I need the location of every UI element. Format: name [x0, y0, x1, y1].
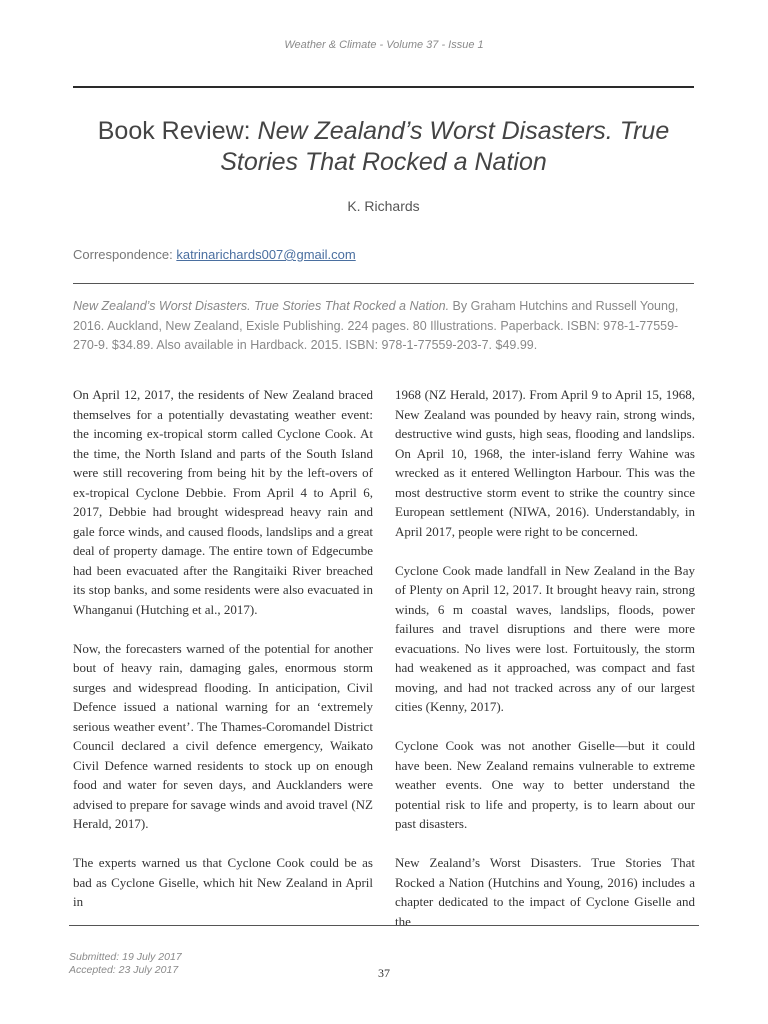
title-book-name: New Zealand’s Worst Disasters. True Stories That Rocked a Nation — [220, 117, 670, 176]
body-paragraph: 1968 (NZ Herald, 2017). From April 9 to April 15, 1968, New Zealand was pounded by heavy rain, strong winds, destructive wind gusts, high seas, flooding and landslips. On April 10, 1968, the inter-island ferry Wahine was wrecked as it entered Wellington Harbour. This was the most destructive storm event to strike the country since European settlement (NIWA, 2016). Understandably, in April 2017, people were right to be concerned. — [395, 387, 695, 539]
author-name: K. Richards — [347, 198, 420, 214]
citation-details: By Graham Hutchins and Russell Young, 2016. Auckland, New Zealand, Exisle Publishing. 224 pages. 80 Illustrations. Paperback. ISBN: 978-1-77559-270-9. $34.89. Also available in Hardback. 2015. ISBN: 978-1-77559-203-7. $49.99. — [73, 299, 679, 352]
body-paragraph: On April 12, 2017, the residents of New Zealand braced themselves for a potentially devastating weather event: the incoming ex-tropical storm called Cyclone Cook. At the time, the North Island and parts of the South Island were still recovering from being hit by the left-overs of ex-tropical Cyclone Debbie. From April 4 to April 6, 2017, Debbie had brought widespread heavy rain and gale force winds, and caused floods, landslips and a great deal of property damage. The entire town of Edgecumbe had been evacuated after the Rangitaiki River breached its stop banks, and some residents were also evacuated in Whanganui (Hutching et al., 2017). — [73, 387, 373, 617]
correspondence — [73, 247, 356, 262]
citation-divider — [73, 283, 694, 284]
body-paragraph: The experts warned us that Cyclone Cook could be as bad as Cyclone Giselle, which hit New Zealand in April in — [73, 855, 373, 909]
running-header: Weather & Climate - Volume 37 - Issue 1 — [284, 39, 484, 51]
citation-book-title: New Zealand’s Worst Disasters. True Stories That Rocked a Nation. — [73, 299, 450, 313]
title-prefix: Book Review: — [97, 117, 258, 145]
body-paragraph: Cyclone Cook was not another Giselle—but it could have been. New Zealand remains vulnerable to extreme weather events. One way to better understand the potential risk to life and property, is to learn about our past disasters. — [395, 738, 695, 831]
correspondence-label: Correspondence: — [73, 247, 177, 262]
body-column-right — [395, 385, 695, 951]
article-title — [73, 116, 694, 178]
correspondence-email-link[interactable]: katrinarichards007@gmail.com — [176, 247, 356, 262]
footer-divider — [69, 925, 699, 926]
page-number: 37 — [378, 966, 390, 980]
accepted-date: Accepted: 23 July 2017 — [69, 964, 179, 976]
submitted-date: Submitted: 19 July 2017 — [69, 951, 182, 963]
header-divider — [73, 86, 694, 88]
body-paragraph: New Zealand’s Worst Disasters. True Stories That Rocked a Nation (Hutchins and Young, 2016) includes a chapter dedicated to the impact of Cyclone Giselle and the — [395, 855, 695, 929]
body-paragraph: Cyclone Cook made landfall in New Zealand in the Bay of Plenty on April 12, 2017. It brought heavy rain, strong winds, 6 m coastal waves, landslips, floods, power failures and travel disruptions and there were more evacuations. No lives were lost. Fortuitously, the storm had weakened as it approached, was compact and fast moving, and had not tracked across any of our largest cities (Kenny, 2017). — [395, 562, 695, 714]
body-column-left — [73, 385, 373, 931]
book-citation — [73, 297, 695, 356]
body-paragraph: Now, the forecasters warned of the potential for another bout of heavy rain, damaging gales, enormous storm surges and widespread flooding. In anticipation, Civil Defence issued a national warning for an ‘extremely serious weather event’. The Thames-Coromandel District Council declared a civil defence emergency, Waikato Civil Defence warned residents to stock up on enough food and water for seven days, and Aucklanders were advised to prepare for savage winds and avoid travel (NZ Herald, 2017). — [73, 640, 373, 831]
